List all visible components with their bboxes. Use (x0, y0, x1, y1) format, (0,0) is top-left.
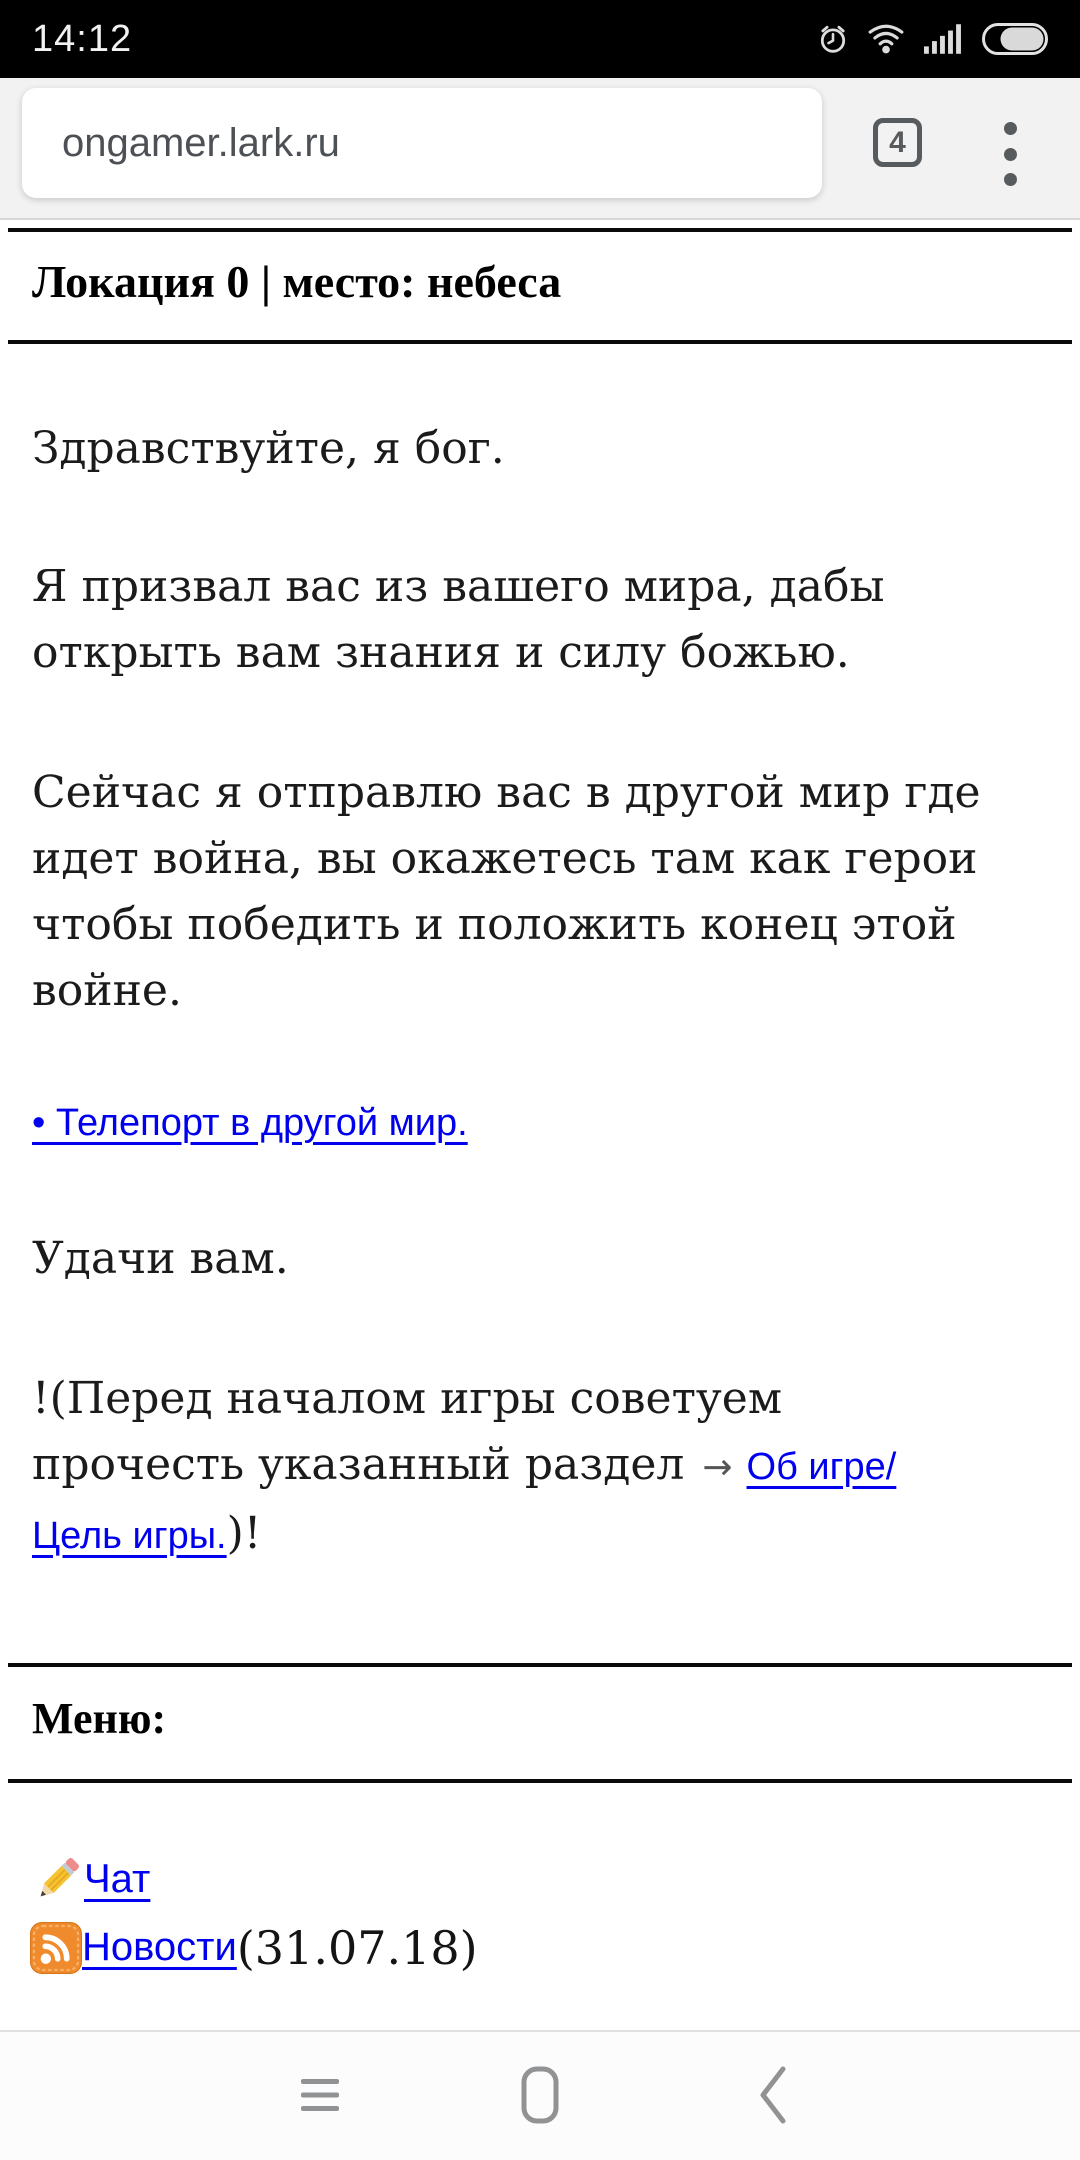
arrow-glyph: → (702, 1446, 733, 1488)
paragraph: Сейчас я отправлю вас в другой мир где идет война, вы окажетесь там как герои чтобы победить и положить конец этой войне. (32, 766, 981, 1016)
rss-icon (30, 1922, 82, 1974)
status-time: 14:12 (32, 17, 133, 60)
tab-switcher-button[interactable] (873, 118, 922, 167)
alarm-icon (818, 24, 848, 54)
menu-item-chat (30, 1851, 1036, 1909)
divider (8, 228, 1072, 232)
paragraph: Я призвал вас из вашего мира, дабы открыть вам знания и силу божью. (32, 560, 885, 678)
divider (8, 1663, 1072, 1667)
divider (8, 340, 1072, 344)
browser-menu-button[interactable] (1004, 122, 1018, 186)
back-icon (757, 2065, 787, 2130)
advice-paragraph (32, 1366, 982, 1569)
menu-icon (300, 2077, 340, 2118)
status-bar (0, 0, 1080, 78)
signal-icon (924, 24, 962, 54)
location-header: Локация 0 | место: небеса (32, 256, 562, 307)
page-content (0, 220, 1080, 2115)
battery-icon (982, 23, 1048, 55)
pencil-icon (30, 1853, 84, 1907)
browser-toolbar (0, 78, 1080, 220)
menu-item-news (30, 1919, 1036, 1977)
status-icons (818, 23, 1048, 55)
wifi-icon (868, 24, 904, 54)
url-text: ongamer.lark.ru (62, 120, 340, 165)
teleport-link[interactable]: • Телепорт в другой мир. (32, 1101, 468, 1144)
news-date: (31.07.18) (236, 1920, 478, 1975)
chat-link[interactable]: Чат (84, 1857, 151, 1902)
home-icon (521, 2066, 559, 2129)
intro-paragraph: Здравствуйте, я бог. (32, 422, 505, 474)
back-button[interactable] (692, 2032, 852, 2160)
menu-title: Меню: (32, 1693, 167, 1743)
tab-count: 4 (889, 125, 906, 159)
address-bar[interactable] (22, 88, 822, 198)
advice-prefix: !(Перед началом игры советуем прочесть указанный раздел (32, 1372, 783, 1490)
recents-menu-button[interactable] (240, 2032, 400, 2160)
divider (8, 1779, 1072, 1783)
farewell-paragraph: Удачи вам. (32, 1232, 289, 1284)
teleport-line (32, 1096, 1036, 1150)
about-game-inline-link[interactable]: Об игре/Цель игры. (32, 1445, 897, 1557)
home-button[interactable] (460, 2032, 620, 2160)
android-nav-bar (0, 2030, 1080, 2160)
advice-suffix: )! (226, 1507, 262, 1559)
news-link[interactable]: Новости (82, 1925, 237, 1970)
